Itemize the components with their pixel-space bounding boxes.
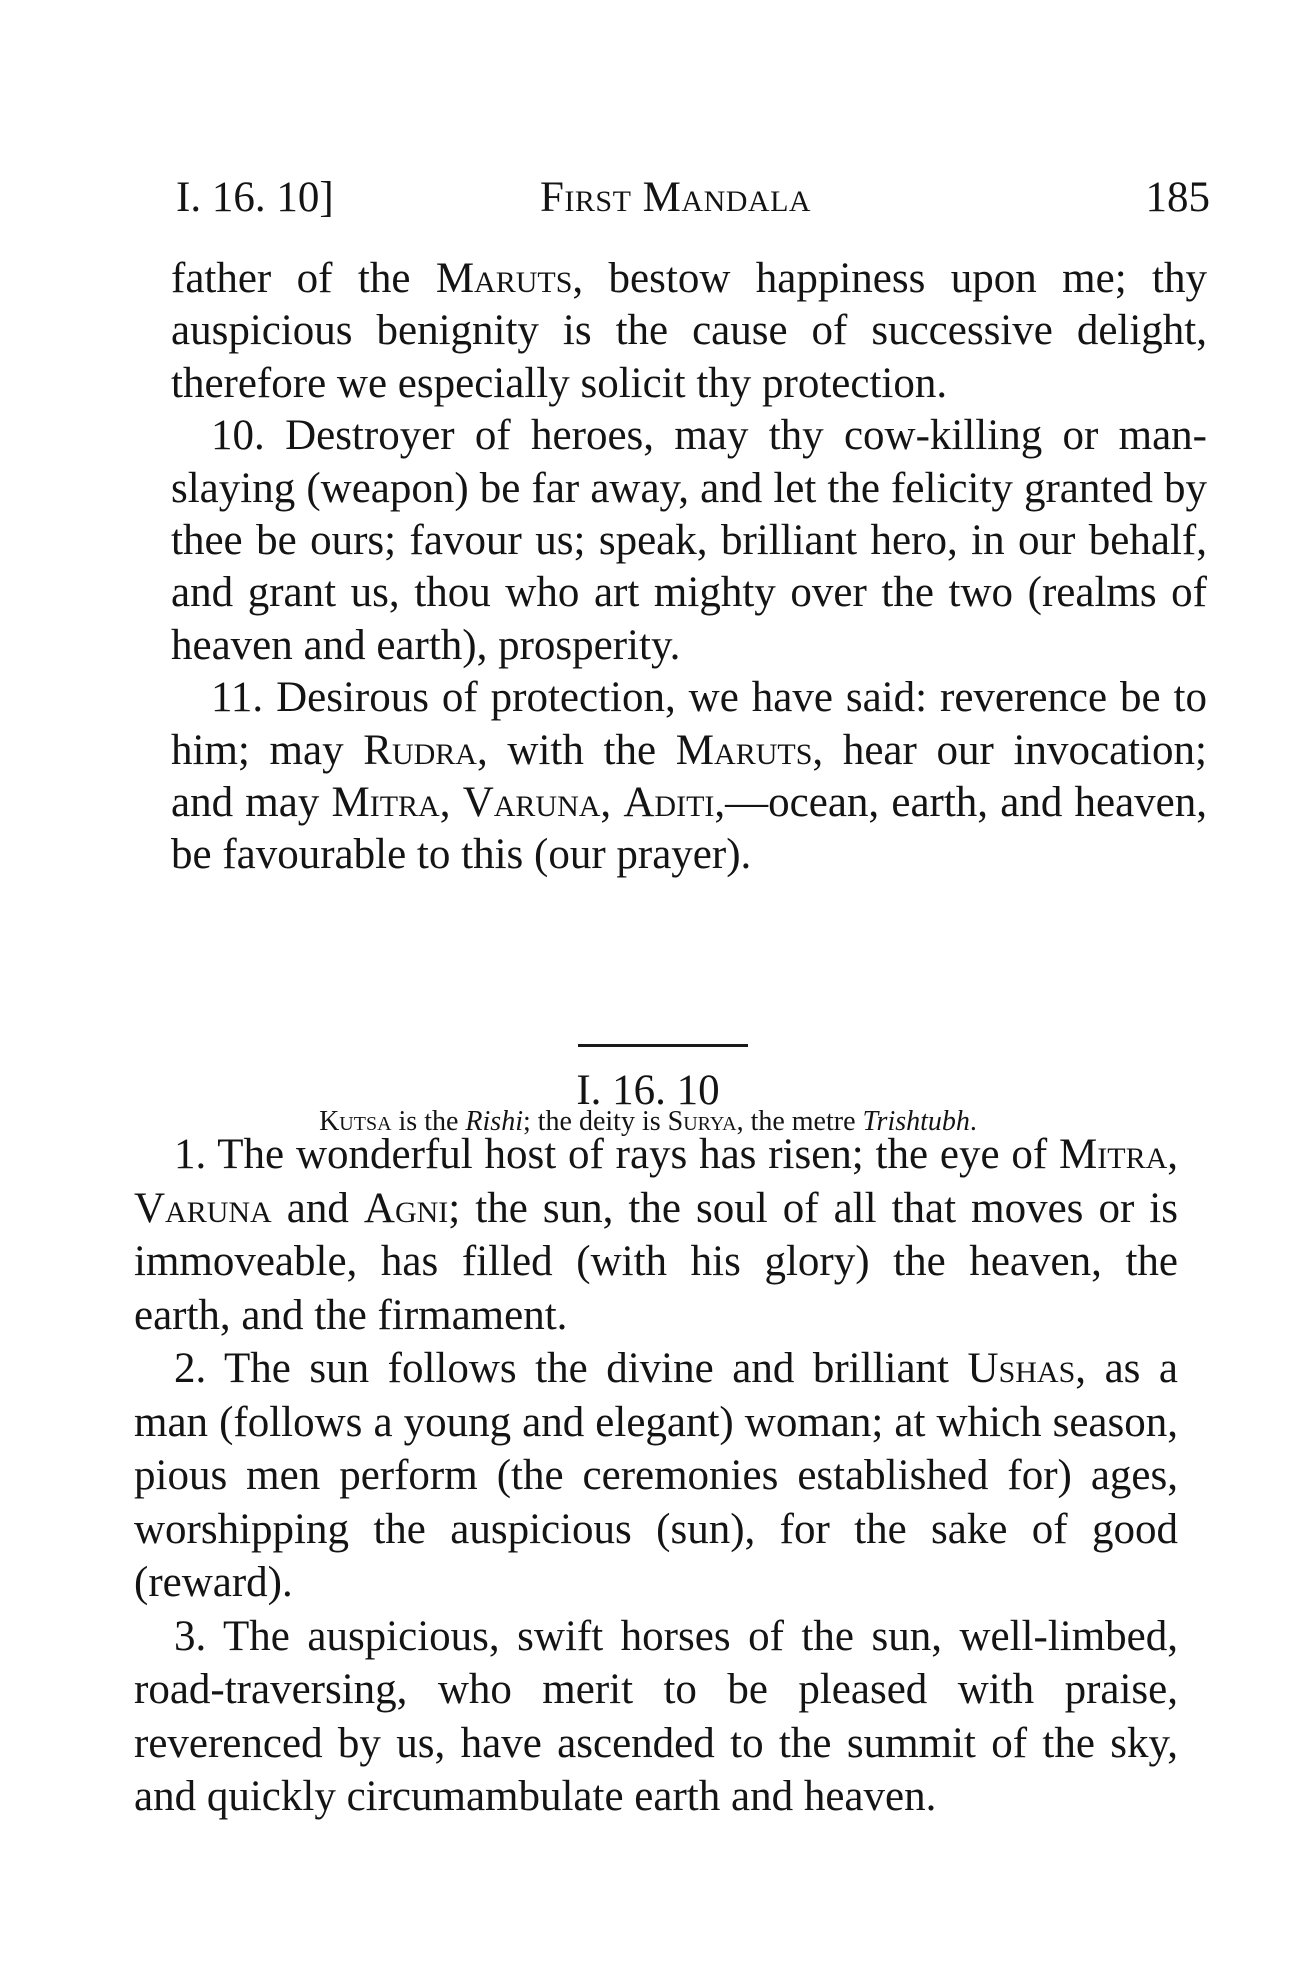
- proper-name: Mitra: [331, 779, 440, 827]
- running-head-title: First Mandala: [540, 174, 812, 221]
- hymn-attribution: Kutsa is the Rishi; the deity is Surya, the metre Trishtubh.: [319, 1106, 977, 1137]
- verse-2: 2. The sun follows the divine and brilliant Ushas, as a man (follows a young and elegant) woman; at which season, pious men perform (the ceremonies established for) ages, worshipping the auspicious (sun), for the sake of good (reward).: [134, 1345, 1179, 1606]
- proper-name: Mitra: [1059, 1131, 1168, 1178]
- page-number: 185: [1145, 174, 1210, 221]
- verse-3: 3. The auspicious, swift horses of the sun, well-limbed, road-traversing, who merit to be pleased with praise, reverenced by us, have ascended to the summit of the sky, and quickly circumambulate earth and heaven.: [134, 1612, 1178, 1820]
- proper-name: Varuna: [134, 1184, 272, 1232]
- proper-name: Aditi: [623, 779, 715, 827]
- hymn-number: I. 16. 10: [576, 1067, 720, 1114]
- proper-name: Rudra: [363, 726, 477, 774]
- verse-1: 1. The wonderful host of rays has risen; the eye of Mitra, Varuna and Agni; the sun, the soul of all that moves or is immoveable, has filled (with his glory) the heaven, the earth, and the firmament.: [134, 1131, 1178, 1339]
- proper-name: Agni: [363, 1184, 449, 1232]
- hymn-a-text: [171, 253, 1207, 882]
- running-head-reference: I. 16. 10]: [176, 174, 334, 221]
- continuation-paragraph: father of the Maruts, bestow happiness upon me; thy auspicious benignity is the cause of successive delight, therefore we especially solicit thy protection.: [171, 255, 1207, 407]
- hymn-b-text: [134, 1128, 1178, 1824]
- verse-11: 11. Desirous of protection, we have said: reverence be to him; may Rudra, with the Maruts, hear our invocation; and may Mitra, Varuna, Aditi,—ocean, earth, and heaven, be favourable to this (our prayer).: [171, 674, 1208, 879]
- running-head: [176, 168, 1210, 228]
- proper-name: Maruts: [675, 726, 813, 774]
- verse-10: 10. Destroyer of heroes, may thy cow-killing or man-slaying (weapon) be far away, and let the felicity granted by thee be ours; favour us; speak, brilliant hero, in our behalf, and grant us, thou who art mighty over the two (realms of heaven and earth), prosperity.: [171, 412, 1207, 669]
- proper-name: Maruts: [435, 255, 573, 302]
- proper-name: Varuna: [462, 779, 601, 827]
- proper-name: Ushas: [967, 1345, 1076, 1392]
